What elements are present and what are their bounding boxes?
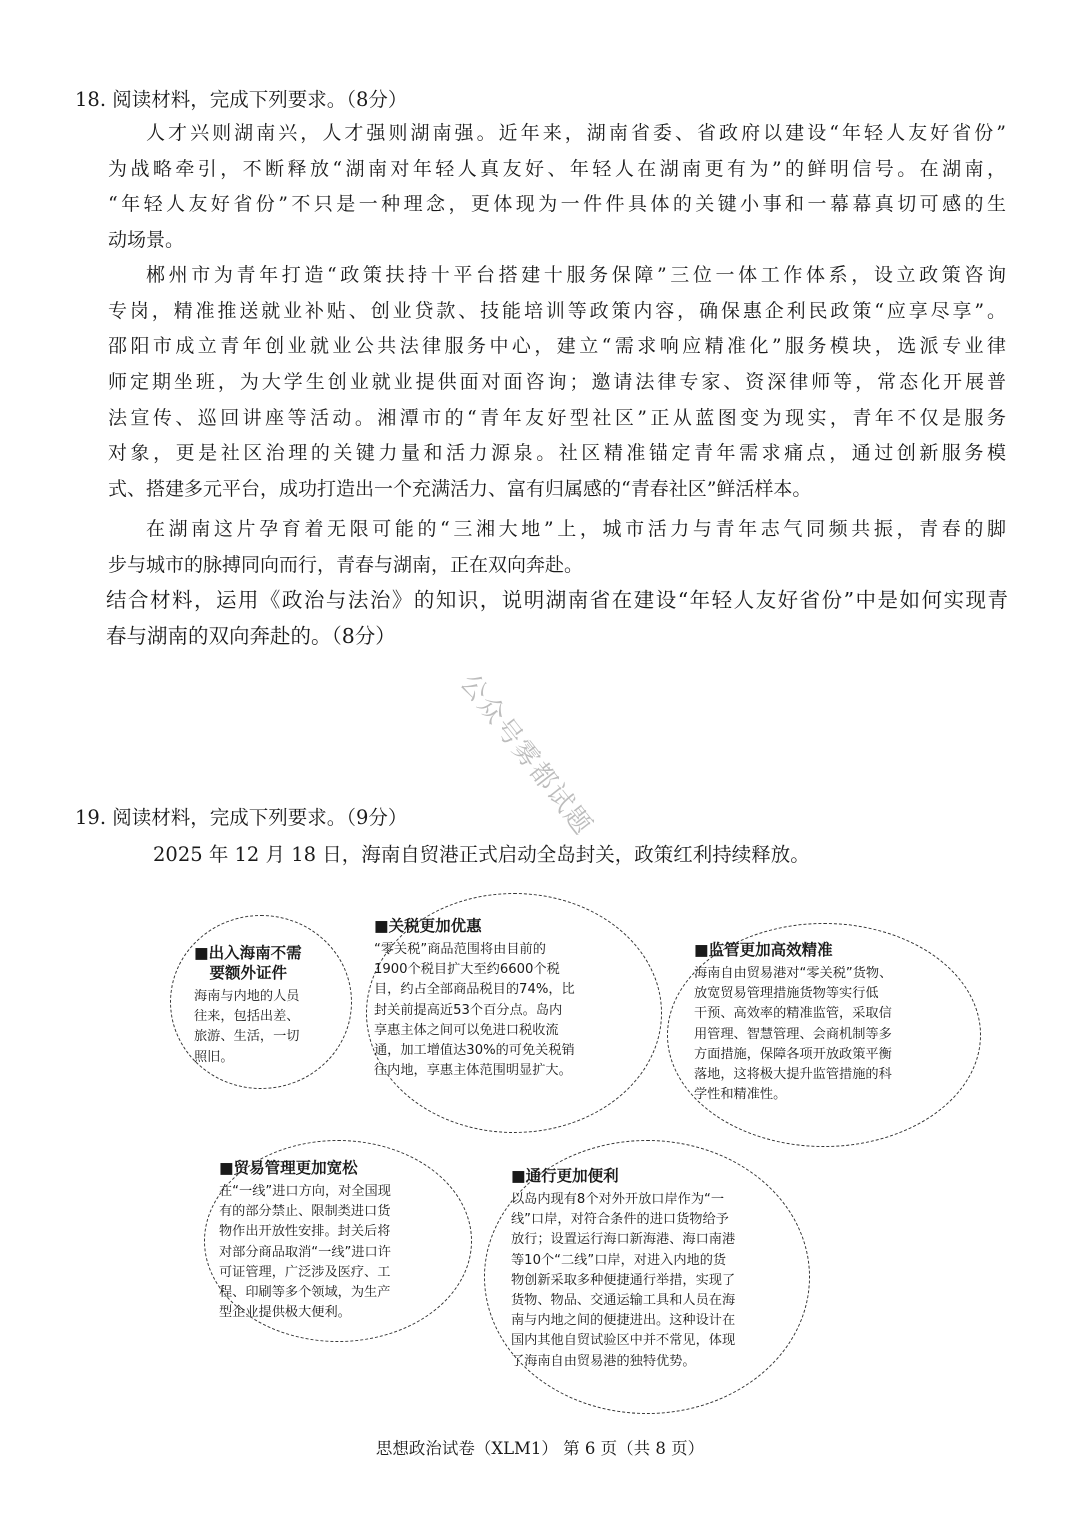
- bubble-body-line: 国内其他自贸试验区中并不常见，体现: [511, 1333, 736, 1349]
- bubble-body-line: 往来，包括出差、: [194, 1009, 300, 1025]
- text-line: 动场景。: [108, 229, 185, 252]
- bubble-body-line: 放行；设置运行海口新海港、海口南港: [511, 1232, 736, 1248]
- bubble-body-line: 物创新采取多种便捷通行举措，实现了: [511, 1272, 736, 1288]
- bubble-title: [374, 916, 575, 936]
- text-line: 式、搭建多元平台，成功打造出一个充满活力、富有归属感的“青春社区”鲜活样本。: [108, 478, 812, 501]
- bubble-body-line: 型企业提供极大便利。: [219, 1305, 351, 1321]
- bubble-body-line: 1900个税目扩大至约6600个税: [374, 962, 560, 978]
- text-line: 郴州市为青年打造“政策扶持十平台搭建十服务保障”三位一体工作体系，设立政策咨询: [146, 264, 1006, 286]
- bubble-body: [694, 964, 892, 1105]
- bubble-title: [511, 1166, 735, 1186]
- bubble-body-line: 在“一线”进口方向，对全国现: [219, 1184, 391, 1199]
- page-footer: 思想政治试卷（XLM1） 第 6 页（共 8 页）: [375, 1439, 705, 1458]
- bubble-body-line: 旅游、生活，一切: [194, 1029, 300, 1045]
- bubble-supervision: [694, 940, 892, 1105]
- bubble-body: [511, 1190, 735, 1372]
- bubble-title-line: ■监管更加高效精准: [694, 941, 833, 959]
- material-paragraph-1: [108, 116, 1006, 259]
- text-line: 为战略牵引，不断释放“湖南对年轻人真友好、年轻人在湖南更有为”的鲜明信号。在湖南，: [108, 157, 1006, 180]
- bubble-body-line: 海南自由贸易港对“零关税”货物、: [694, 966, 893, 981]
- bubble-body-line: 目，约占全部商品税目的74%，比: [374, 982, 575, 998]
- text-line: 专岗，精准推送就业补贴、创业贷款、技能培训等政策内容，确保惠企利民政策“应享尽享”。: [108, 299, 1006, 322]
- bubble-body-line: 程、印刷等多个领域，为生产: [219, 1285, 391, 1301]
- bubble-body-line: 干预、高效率的精准监管，采取信: [694, 1006, 892, 1022]
- bubble-body-line: 封关前提高近53个百分点。岛内: [374, 1002, 563, 1018]
- text-line: 步与城市的脉搏同向而行，青春与湖南，正在双向奔赴。: [108, 553, 584, 576]
- material-paragraph-2: [108, 258, 1006, 508]
- bubble-body-line: 可证管理，广泛涉及医疗、工: [219, 1264, 391, 1280]
- question-line: 结合材料，运用《政治与法治》的知识，说明湖南省在建设“年轻人友好省份”中是如何实现青: [106, 588, 1008, 612]
- text-line: “年轻人友好省份”不只是一种理念，更体现为一件件具体的关键小事和一幕幕真切可感的生: [108, 193, 1006, 216]
- bubble-title-line: ■贸易管理更加宽松: [219, 1159, 358, 1177]
- bubble-body-line: 海南与内地的人员: [194, 989, 300, 1004]
- text-line: 人才兴则湖南兴，人才强则湖南强。近年来，湖南省委、省政府以建设“年轻人友好省份”: [146, 122, 1006, 144]
- question-18-header: 18. 阅读材料，完成下列要求。（8分）: [75, 88, 408, 111]
- bubble-body-line: 以岛内现有8个对外开放口岸作为“一: [511, 1192, 725, 1207]
- bubble-entry-documents: [194, 943, 302, 1068]
- bubble-body-line: 等10个“二线”口岸，对进入内地的货: [511, 1252, 727, 1268]
- bubble-body-line: 货物、物品、交通运输工具和人员在海: [511, 1293, 736, 1309]
- bubble-body: [194, 987, 302, 1068]
- bubble-title-line: ■关税更加优惠: [374, 917, 482, 935]
- watermark: 公众号雾都试题: [453, 668, 599, 842]
- question-18-prompt: [106, 583, 1008, 654]
- bubble-body-line: “零关税”商品范围将由目前的: [374, 942, 546, 957]
- bubble-body-line: 落地，这将极大提升监管措施的科: [694, 1067, 892, 1083]
- bubble-body: [219, 1182, 391, 1323]
- text-line: 对象，更是社区治理的关键力量和活力源泉。社区精准锚定青年需求痛点，通过创新服务模: [108, 442, 1006, 465]
- bubble-body-line: 享惠主体之间可以免进口税收流: [374, 1022, 559, 1038]
- text-line: 法宣传、巡回讲座等活动。湘潭市的“青年友好型社区”正从蓝图变为现实，青年不仅是服务: [108, 406, 1006, 429]
- bubble-body-line: 了海南自由贸易港的独特优势。: [511, 1353, 696, 1369]
- bubble-passage: [511, 1166, 735, 1372]
- bubble-title-line: 要额外证件: [194, 964, 288, 982]
- text-line: 在湖南这片孕育着无限可能的“三湘大地”上，城市活力与青年志气同频共振，青春的脚: [146, 518, 1006, 540]
- bubble-tariff: [374, 916, 575, 1081]
- text-line: 邵阳市成立青年创业就业公共法律服务中心，建立“需求响应精准化”服务模块，选派专业律: [108, 335, 1006, 358]
- bubble-body-line: 方面措施，保障各项开放政策平衡: [694, 1046, 892, 1062]
- bubble-trade-management: [219, 1158, 391, 1323]
- bubble-body-line: 照旧。: [194, 1049, 234, 1065]
- bubble-body-line: 线”口岸，对符合条件的进口货物给予: [511, 1212, 729, 1228]
- question-line: 春与湖南的双向奔赴的。（8分）: [106, 623, 396, 648]
- bubble-body-line: 通，加工增值达30%的可免关税销: [374, 1043, 575, 1059]
- bubble-body-line: 放宽贸易管理措施货物等实行低: [694, 986, 879, 1002]
- bubble-body: [374, 940, 575, 1081]
- bubble-title: [194, 943, 302, 983]
- text-line: 师定期坐班，为大学生创业就业提供面对面咨询；邀请法律专家、资深律师等，常态化开展普: [108, 371, 1006, 394]
- bubble-body-line: 有的部分禁止、限制类进口货: [219, 1204, 391, 1220]
- bubble-body-line: 对部分商品取消“一线”进口许: [219, 1244, 391, 1260]
- bubble-title-line: ■出入海南不需: [194, 944, 302, 962]
- question-19-header: 19. 阅读材料，完成下列要求。（9分）: [75, 806, 408, 829]
- bubble-title: [694, 940, 892, 960]
- bubble-body-line: 物作出开放性安排。封关后将: [219, 1224, 391, 1240]
- bubble-body-line: 用管理、智慧管理、会商机制等多: [694, 1026, 892, 1042]
- bubble-body-line: 南与内地之间的便捷进出。这种设计在: [511, 1313, 736, 1329]
- question-19-intro: 2025 年 12 月 18 日，海南自贸港正式启动全岛封关，政策红利持续释放。: [153, 843, 810, 866]
- material-paragraph-3: [108, 512, 1006, 583]
- bubble-body-line: 学性和精准性。: [694, 1087, 787, 1103]
- bubble-title: [219, 1158, 391, 1178]
- bubble-title-line: ■通行更加便利: [511, 1167, 619, 1185]
- bubble-body-line: 往内地，享惠主体范围明显扩大。: [374, 1063, 572, 1079]
